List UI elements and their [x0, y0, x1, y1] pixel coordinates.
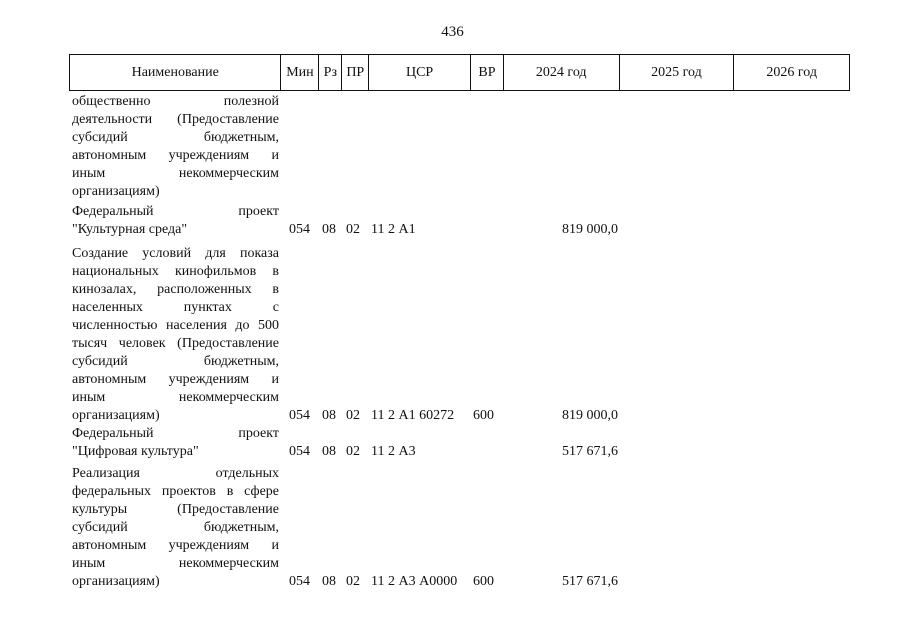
header-2024: 2024 год — [504, 55, 620, 90]
table-row — [69, 93, 850, 201]
row-rz: 08 — [322, 222, 336, 237]
row-name-line: иным некоммерческим — [72, 556, 279, 571]
row-amount-2024: 517 671,6 — [562, 574, 618, 589]
table-row — [69, 203, 850, 239]
header-2026: 2026 год — [766, 64, 817, 80]
row-name-line: "Цифровая культура" — [72, 444, 199, 459]
row-name-line: численностью населения до 500 — [72, 318, 279, 333]
row-name-line: автономным учреждениям и — [72, 538, 279, 553]
row-name — [72, 93, 279, 201]
table-row — [69, 245, 850, 425]
row-rz: 08 — [322, 408, 336, 423]
page-number: 436 — [441, 24, 464, 40]
header-2025: 2025 год — [620, 55, 735, 90]
row-min: 054 — [289, 574, 310, 589]
row-csr: 11 2 А3 — [371, 444, 416, 459]
table-row — [69, 465, 850, 591]
row-pr: 02 — [346, 574, 360, 589]
row-csr: 11 2 А1 — [371, 222, 416, 237]
row-name-line: деятельности (Предоставление — [72, 112, 279, 127]
row-csr: 11 2 А1 60272 — [371, 408, 455, 423]
header-csr: ЦСР — [369, 55, 471, 90]
row-vr: 600 — [473, 408, 494, 423]
header-vr: ВР — [471, 55, 504, 90]
row-name — [72, 465, 279, 591]
row-name — [72, 203, 279, 239]
row-name-line: организациям) — [72, 574, 160, 589]
row-min: 054 — [289, 408, 310, 423]
row-name-line: национальных кинофильмов в — [72, 264, 279, 279]
row-name-line: организациям) — [72, 408, 160, 423]
row-rz: 08 — [322, 574, 336, 589]
row-name-line: субсидий бюджетным, — [72, 354, 279, 369]
row-name-line: Создание условий для показа — [72, 246, 279, 261]
row-name-line: федеральных проектов в сфере — [72, 484, 279, 499]
header-pr: ПР — [342, 55, 369, 90]
row-min: 054 — [289, 444, 310, 459]
header-rz: Рз — [319, 55, 342, 90]
row-name — [72, 245, 279, 425]
header-name: Наименование — [70, 55, 281, 90]
row-rz: 08 — [322, 444, 336, 459]
row-name-line: общественно полезной — [72, 94, 279, 109]
row-name-line: организациям) — [72, 184, 160, 199]
row-name-line: Реализация отдельных — [72, 466, 279, 481]
row-name-line: "Культурная среда" — [72, 222, 188, 237]
row-pr: 02 — [346, 408, 360, 423]
row-pr: 02 — [346, 222, 360, 237]
row-name-line: кинозалах, расположенных в — [72, 282, 279, 297]
row-name-line: Федеральный проект — [72, 204, 279, 219]
row-name-line: автономным учреждениям и — [72, 372, 279, 387]
row-min: 054 — [289, 222, 310, 237]
row-amount-2024: 819 000,0 — [562, 222, 618, 237]
row-name-line: автономным учреждениям и — [72, 148, 279, 163]
header-min: Мин — [281, 55, 319, 90]
row-amount-2024: 517 671,6 — [562, 444, 618, 459]
row-name-line: населенных пунктах с — [72, 300, 279, 315]
row-name-line: культуры (Предоставление — [72, 502, 279, 517]
row-amount-2024: 819 000,0 — [562, 408, 618, 423]
row-name-line: иным некоммерческим — [72, 390, 279, 405]
table-header — [69, 54, 850, 91]
table-row — [69, 425, 850, 461]
row-vr: 600 — [473, 574, 494, 589]
row-csr: 11 2 А3 А0000 — [371, 574, 458, 589]
row-name-line: тысяч человек (Предоставление — [72, 336, 279, 351]
row-name-line: субсидий бюджетным, — [72, 520, 279, 535]
row-name-line: иным некоммерческим — [72, 166, 279, 181]
row-name — [72, 425, 279, 461]
row-pr: 02 — [346, 444, 360, 459]
row-name-line: Федеральный проект — [72, 426, 279, 441]
row-name-line: субсидий бюджетным, — [72, 130, 279, 145]
